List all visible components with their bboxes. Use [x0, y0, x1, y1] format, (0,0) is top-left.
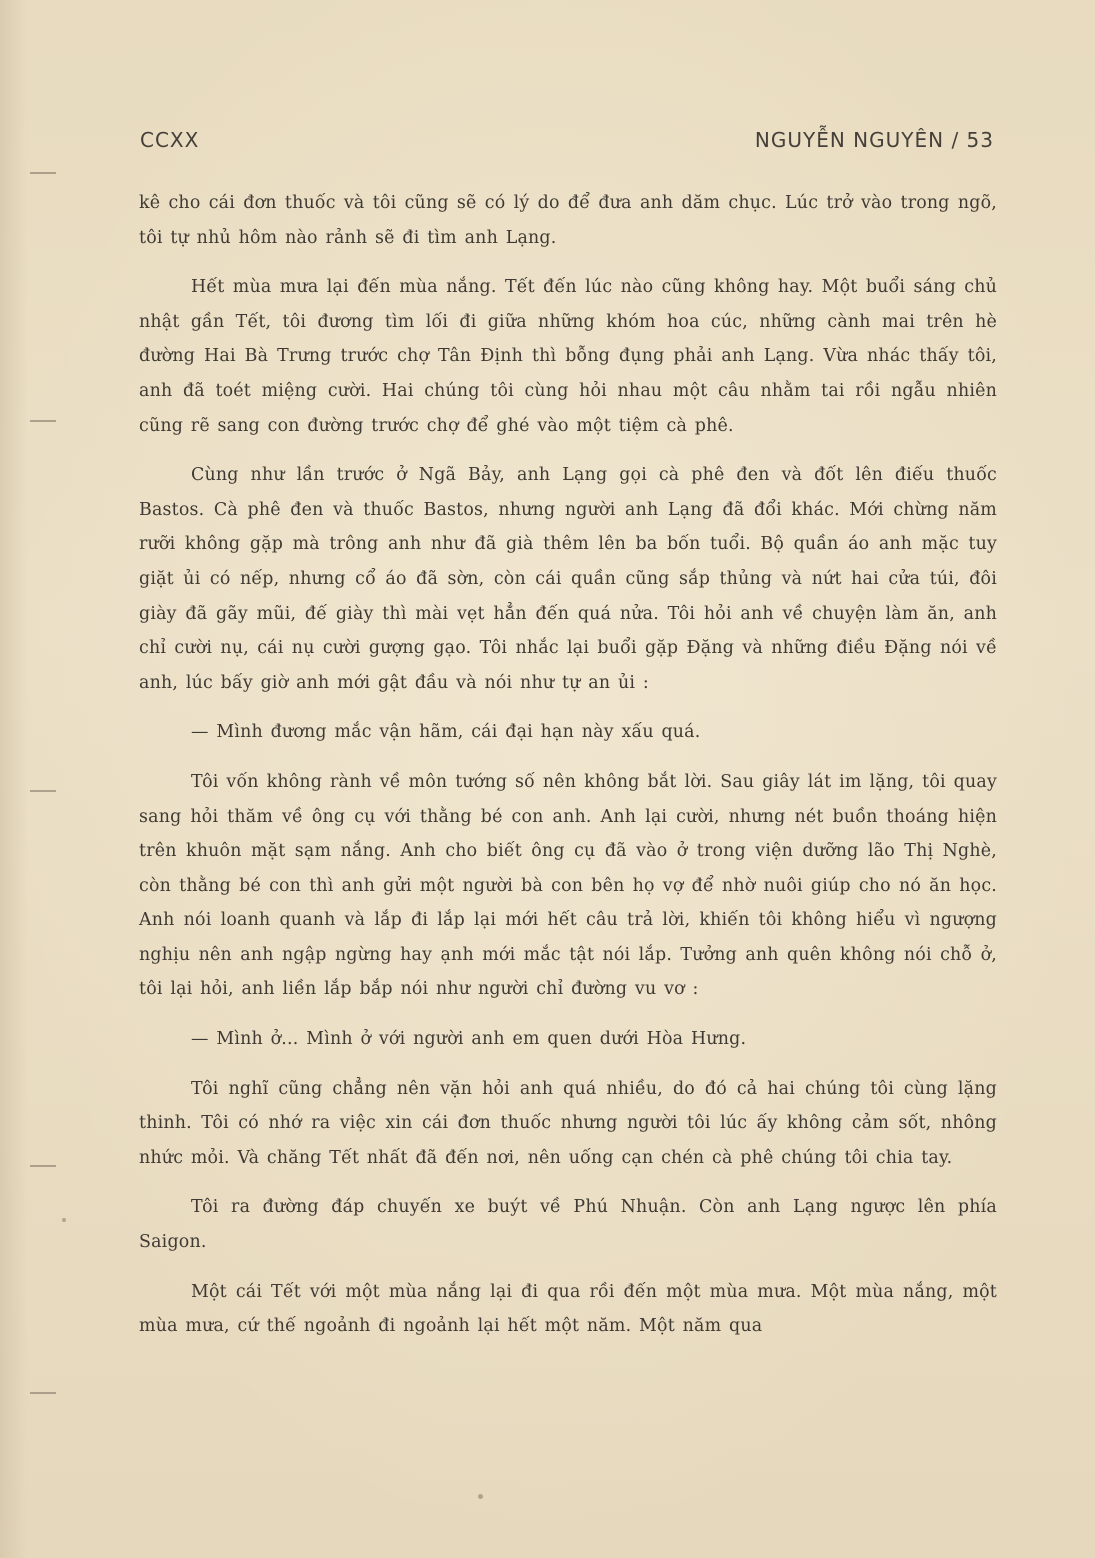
paragraph: Cùng như lần trước ở Ngã Bảy, anh Lạng gọi cà phê đen và đốt lên điếu thuốc Bastos. Cà phê đen và thuốc Bastos, nhưng người anh Lạng đã đổi khác. Mới chừng năm rưỡi không gặp mà trông anh như đã già thêm lên ba bốn tuổi. Bộ quần áo anh mặc tuy giặt ủi có nếp, nhưng cổ áo đã sờn, còn cái quần cũng sắp thủng và nứt hai cửa túi, đôi giày đã gãy mũi, đế giày thì mài vẹt hẳn đến quá nửa. Tôi hỏi anh về chuyện làm ăn, anh chỉ cười nụ, cái nụ cười gượng gạo. Tôi nhắc lại buổi gặp Đặng và những điều Đặng nói về anh, lúc bấy giờ anh mới gật đầu và nói như tự an ủi : [139, 465, 997, 693]
paragraph: kê cho cái đơn thuốc và tôi cũng sẽ có lý do để đưa anh dăm chục. Lúc trở vào trong ngõ, tôi tự nhủ hôm nào rảnh sẽ đi tìm anh Lạng. [139, 193, 997, 248]
ink-speck [62, 1218, 66, 1222]
paragraph: Tôi vốn không rành về môn tướng số nên không bắt lời. Sau giây lát im lặng, tôi quay sang hỏi thăm về ông cụ với thằng bé con anh. Anh lại cười, nhưng nét buồn thoáng hiện trên khuôn mặt sạm nắng. Anh cho biết ông cụ đã vào ở trong viện dưỡng lão Thị Nghè, còn thằng bé con thì anh gửi một người bà con bên họ vợ để nhờ nuôi giúp cho nó ăn học. Anh nói loanh quanh và lắp đi lắp lại mới hết câu trả lời, khiến tôi không hiểu vì ngượng nghịu nên anh ngập ngừng hay ạnh mới mắc tật nói lắp. Tưởng anh quên không nói chỗ ở, tôi lại hỏi, anh liền lắp bắp nói như người chỉ đường vu vơ : [139, 771, 997, 1000]
header-section-number: CCXX [140, 128, 200, 152]
paragraph: Một cái Tết với một mùa nắng lại đi qua rồi đến một mùa mưa. Một mùa nắng, một mùa mưa, cứ thế ngoảnh đi ngoảnh lại hết một năm. Một năm qua [139, 1281, 997, 1337]
dialogue-line: — Mình đương mắc vận hãm, cái đại hạn này xấu quá. [191, 722, 701, 743]
binding-mark [30, 1165, 56, 1167]
header-author-page: NGUYỄN NGUYÊN / 53 [754, 128, 994, 152]
paragraph: Tôi ra đường đáp chuyến xe buýt về Phú Nhuận. Còn anh Lạng ngược lên phía Saigon. [139, 1197, 997, 1253]
binding-mark [30, 790, 56, 792]
paragraph: Hết mùa mưa lại đến mùa nắng. Tết đến lúc nào cũng không hay. Một buổi sáng chủ nhật gần Tết, tôi đương tìm lối đi giữa những khóm hoa cúc, những cành mai trên hè đường Hai Bà Trưng trước chợ Tân Định thì bỗng đụng phải anh Lạng. Vừa nhác thấy tôi, anh đã toét miệng cười. Hai chúng tôi cùng hỏi nhau một câu nhằm tai rồi ngẫu nhiên cũng rẽ sang con đường trước chợ để ghé vào một tiệm cà phê. [139, 277, 997, 436]
binding-mark [30, 172, 56, 174]
paragraph: Tôi nghĩ cũng chẳng nên vặn hỏi anh quá nhiều, do đó cả hai chúng tôi cùng lặng thinh. Tôi có nhớ ra việc xin cái đơn thuốc nhưng người tôi lúc ấy không cảm sốt, nhông nhức mỏi. Và chăng Tết nhất đã đến nơi, nên uống cạn chén cà phê chúng tôi chia tay. [139, 1078, 997, 1168]
body-text [139, 186, 997, 1359]
dialogue-line: — Mình ở... Mình ở với người anh em quen dưới Hòa Hưng. [191, 1029, 747, 1050]
page-edge-shadow [0, 0, 28, 1558]
binding-mark [30, 1392, 56, 1394]
binding-mark [30, 420, 56, 422]
running-header [140, 128, 998, 160]
ink-speck [478, 1494, 483, 1499]
